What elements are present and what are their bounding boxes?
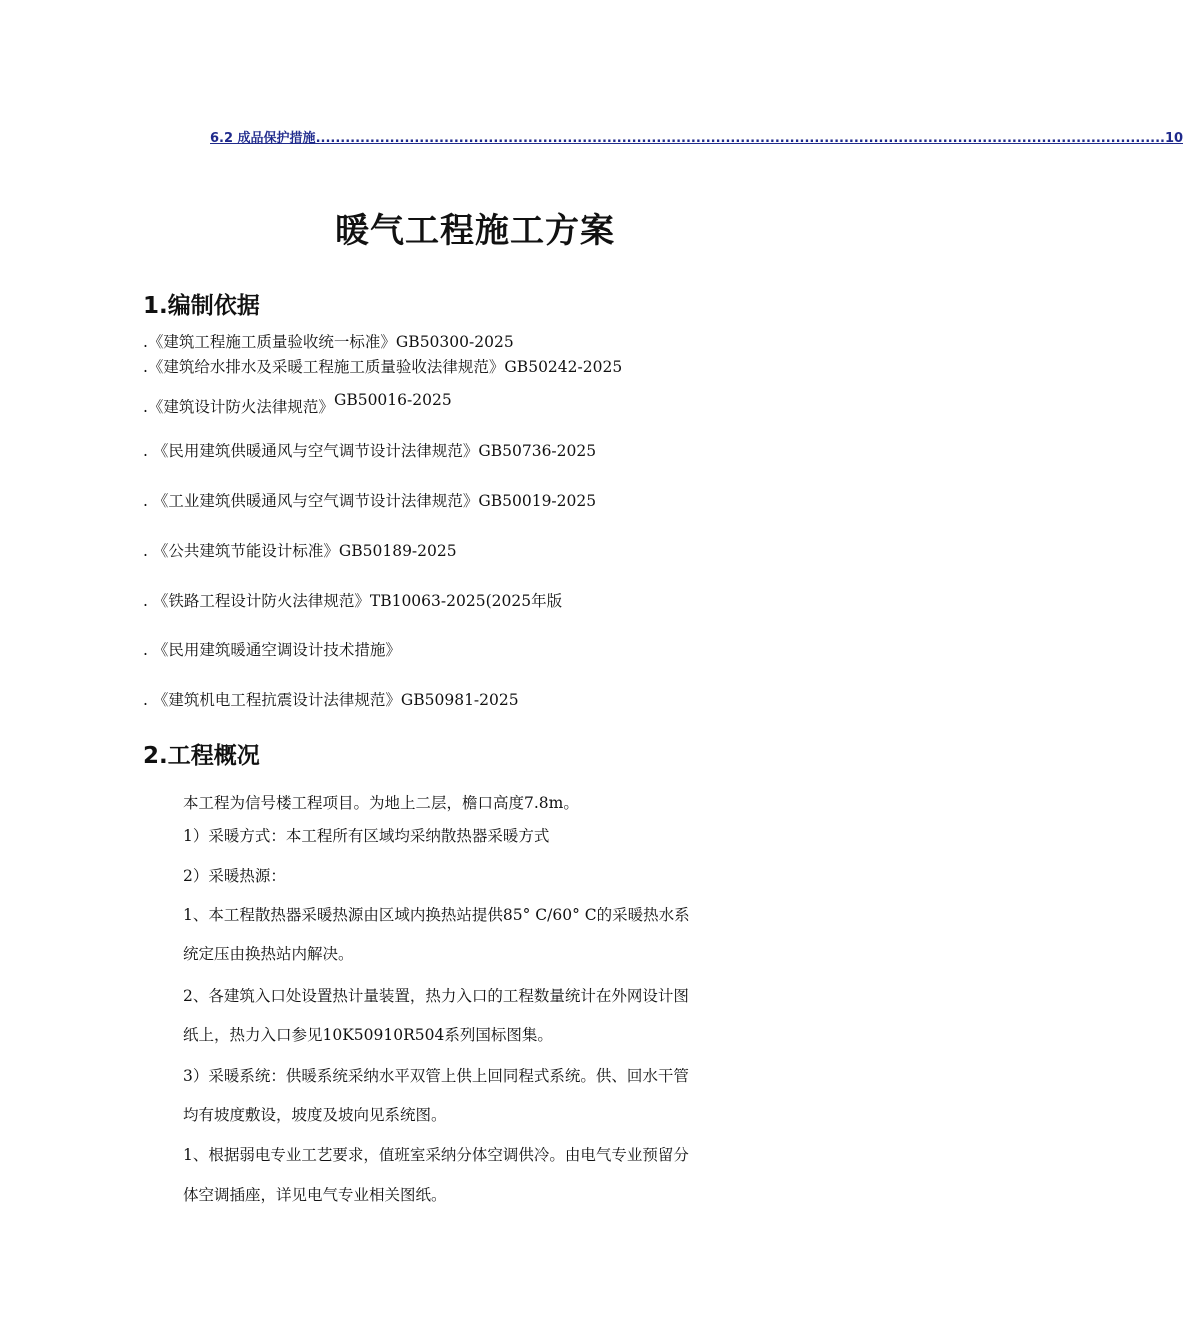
reference-item: . 《民用建筑暖通空调设计技术措施》 [143,641,401,659]
reference-item: . 《工业建筑供暖通风与空气调节设计法律规范》GB50019-2025 [143,492,597,510]
overview-line: 纸上，热力入口参见10K50910R504系列国标图集。 [183,1026,553,1044]
overview-line: 3）采暖系统：供暖系统采纳水平双管上供上回同程式系统。供、回水干管 [183,1067,689,1085]
overview-line: 2、各建筑入口处设置热计量装置，热力入口的工程数量统计在外网设计图 [183,987,689,1005]
reference-item-text: .《建筑设计防火法律规范》 [143,398,334,416]
reference-item [143,391,452,417]
reference-item: .《建筑给水排水及采暖工程施工质量验收法律规范》GB50242-2025 [143,358,623,376]
overview-line: 统定压由换热站内解决。 [183,945,354,963]
toc-entry-label: 6.2 成品保护措施 [210,131,316,146]
overview-line: 体空调插座，详见电气专业相关图纸。 [183,1186,447,1204]
overview-line: 本工程为信号楼工程项目。为地上二层，檐口高度7.8m。 [183,794,579,812]
toc-entry[interactable] [210,127,1183,146]
overview-line: 均有坡度敷设，坡度及坡向见系统图。 [183,1106,447,1124]
document-title: 暖气工程施工方案 [335,211,615,251]
reference-item: . 《公共建筑节能设计标准》GB50189-2025 [143,542,457,560]
section-heading-basis: 1.编制依据 [143,293,260,319]
reference-item: .《建筑工程施工质量验收统一标准》GB50300-2025 [143,333,514,351]
overview-line: 2）采暖热源： [183,867,286,885]
toc-entry-page: 10 [1164,131,1183,146]
reference-item-code: GB50016-2025 [333,391,452,409]
reference-item: . 《铁路工程设计防火法律规范》TB10063-2025(2025年版 [143,592,563,610]
overview-line: 1、本工程散热器采暖热源由区域内换热站提供85° C/60° C的采暖热水系 [183,906,690,924]
toc-leader-dots: ............................................................................................................................................................................ [315,131,1165,146]
reference-item: . 《民用建筑供暖通风与空气调节设计法律规范》GB50736-2025 [143,442,597,460]
reference-item: . 《建筑机电工程抗震设计法律规范》GB50981-2025 [143,691,519,709]
section-heading-overview: 2.工程概况 [143,743,260,769]
overview-line: 1）采暖方式：本工程所有区域均采纳散热器采暖方式 [183,827,550,845]
overview-line: 1、根据弱电专业工艺要求，值班室采纳分体空调供冷。由电气专业预留分 [183,1146,689,1164]
